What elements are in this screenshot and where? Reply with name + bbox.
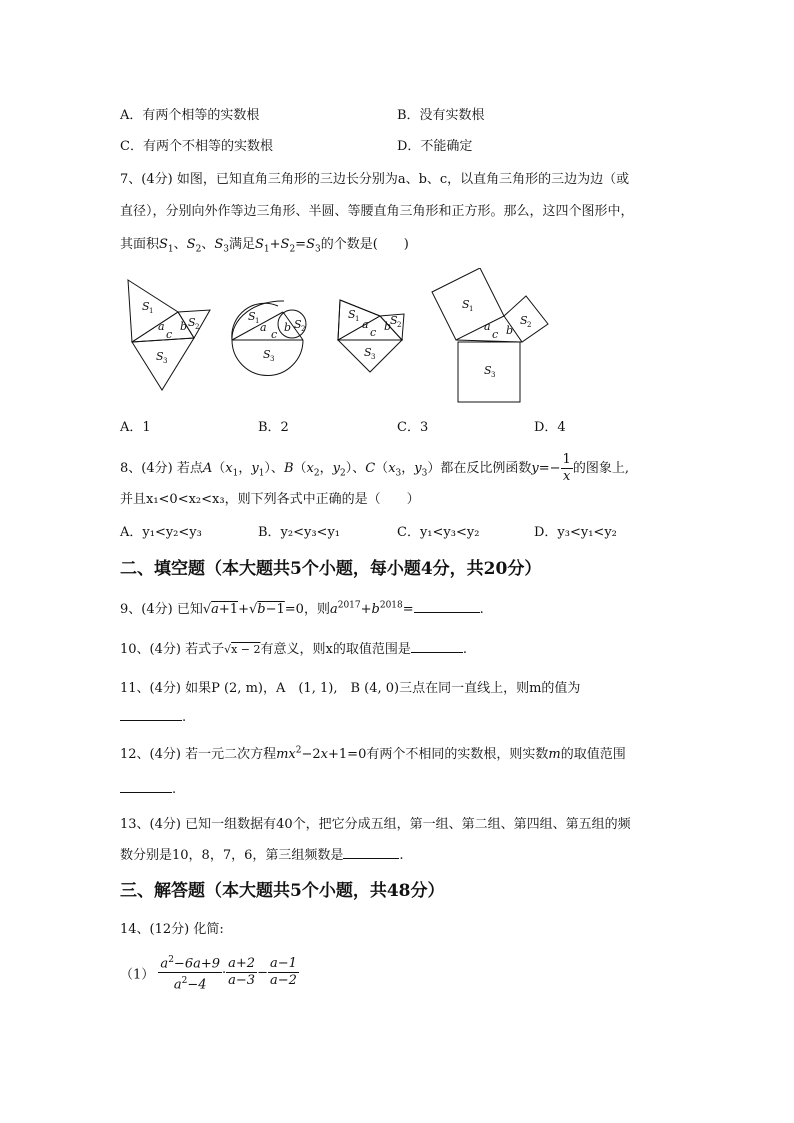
svg-text:a: a [362,318,369,331]
q7-option-c: C．3 [397,420,429,435]
q8-fraction: $\frac{1}{x}$ [562,452,571,484]
svg-text:2: 2 [527,321,532,329]
q9-blank [414,600,480,613]
q8-line1: 8、(4分) 若点$A(x_1$，$y_1$）、$B(x_2$，$y_2$）、$C(x_3$，$y_3$）都在反比例函数y=− $\frac{1}{x}$ 的图象上, [120,452,629,484]
svg-text:S: S [520,314,528,327]
svg-text:c: c [271,328,278,341]
q6-option-b: B．没有实数根 [397,108,485,123]
svg-text:2: 2 [195,323,200,331]
q11-line1: 11、(4分) 如果P (2, m)，A (1, 1), B (4, 0)三点在同一直线上，则m的值为 [120,681,581,696]
svg-text:c: c [166,328,173,341]
q8-option-a: A．y₁<y₂<y₃ [120,525,202,540]
q7-figures [118,268,558,410]
svg-text:2: 2 [301,325,306,333]
q6-option-d: D．不能确定 [397,139,473,154]
q7-line1: 7、(4分) 如图，已知直角三角形的三边长分别为a、b、c，以直角三角形的三边为边（或 [120,172,630,187]
svg-text:c: c [492,328,499,341]
q14-frac-3: $\frac{a-1}{a-2}$ [269,956,297,989]
svg-text:3: 3 [270,355,275,363]
svg-text:a: a [260,321,267,334]
q6-option-c: C．有两个不相等的实数根 [120,139,273,154]
svg-text:b: b [384,320,392,333]
q7-line3: 其面积$S_1$、$S_2$、$S_3$满足$S_1+S_2=S_3$的个数是( ) [120,237,409,255]
svg-text:a: a [158,320,165,333]
q6-option-a: A．有两个相等的实数根 [120,108,260,123]
svg-text:S: S [188,316,196,329]
svg-text:c: c [370,326,377,339]
svg-text:b: b [506,324,514,337]
q12-line2: . [120,780,176,797]
svg-text:S: S [142,300,150,313]
svg-text:1: 1 [149,307,154,315]
q14-frac-2: $\frac{a+2}{a-3}$ [228,956,256,989]
svg-text:3: 3 [371,353,376,361]
svg-text:S: S [263,348,271,361]
q14-line1: 14、(12分) 化简: [120,922,224,937]
q8-option-d: D．y₃<y₁<y₂ [534,525,617,540]
svg-text:S: S [348,308,356,321]
q11-line2: . [120,708,186,725]
section-2-heading: 二、填空题（本大题共5个小题，每小题4分，共20分） [120,559,542,579]
svg-text:1: 1 [255,317,260,325]
q7-option-a: A．1 [120,420,151,435]
q12-line1: 12、(4分) 若一元二次方程$mx^2-2x+1=0$有两个不相同的实数根，则实数m的取值范围 [120,745,626,762]
q13-blank [343,846,399,859]
q14-frac-1: $\frac{a^2-6a+9}{a^2-4}$ [158,952,222,994]
svg-text:1: 1 [469,305,474,313]
q10: 10、(4分) 若式子√x − 2有意义，则x的取值范围是 . [120,642,468,657]
section-3-heading: 三、解答题（本大题共5个小题，共48分） [120,881,445,901]
svg-text:1: 1 [355,315,360,323]
svg-text:2: 2 [397,321,402,329]
q8-line2: 并且x₁<0<x₂<x₃，则下列各式中正确的是（ ） [120,492,420,507]
svg-text:S: S [248,310,256,323]
svg-text:S: S [294,318,302,331]
q12-blank [120,780,172,793]
q7-line2: 直径），分别向外作等边三角形、半圆、等腰直角三角形和正方形。那么，这四个图形中， [120,204,634,219]
q13-line1: 13、(4分) 已知一组数据有40个，把它分成五组，第一组、第二组、第四组、第五组的频 [120,817,631,832]
q11-blank [120,708,182,721]
svg-text:S: S [156,350,164,363]
svg-text:3: 3 [163,357,168,365]
svg-text:3: 3 [491,371,496,379]
q7-option-b: B．2 [258,420,289,435]
svg-text:S: S [390,314,398,327]
q8-option-b: B．y₂<y₃<y₁ [258,525,341,540]
svg-text:b: b [284,321,292,334]
svg-text:S: S [462,298,470,311]
q14-part1: （1） $\frac{a^2-6a+9}{a^2-4}$ · $\frac{a+2}{a-3}$ − $\frac{a-1}{a-2}$ [120,952,299,994]
svg-text:S: S [484,364,492,377]
svg-text:a: a [484,320,491,333]
q9: 9、(4分) 已知√a+1+√b−1=0，则$a^{2017}+b^{2018}=$ . [120,600,484,617]
q7-option-d: D．4 [534,420,566,435]
q8-option-c: C．y₁<y₃<y₂ [397,525,480,540]
q13-line2: 数分别是10，8，7，6，第三组频数是 . [120,848,404,863]
svg-text:S: S [364,346,372,359]
svg-text:b: b [180,320,188,333]
q10-blank [411,640,463,653]
